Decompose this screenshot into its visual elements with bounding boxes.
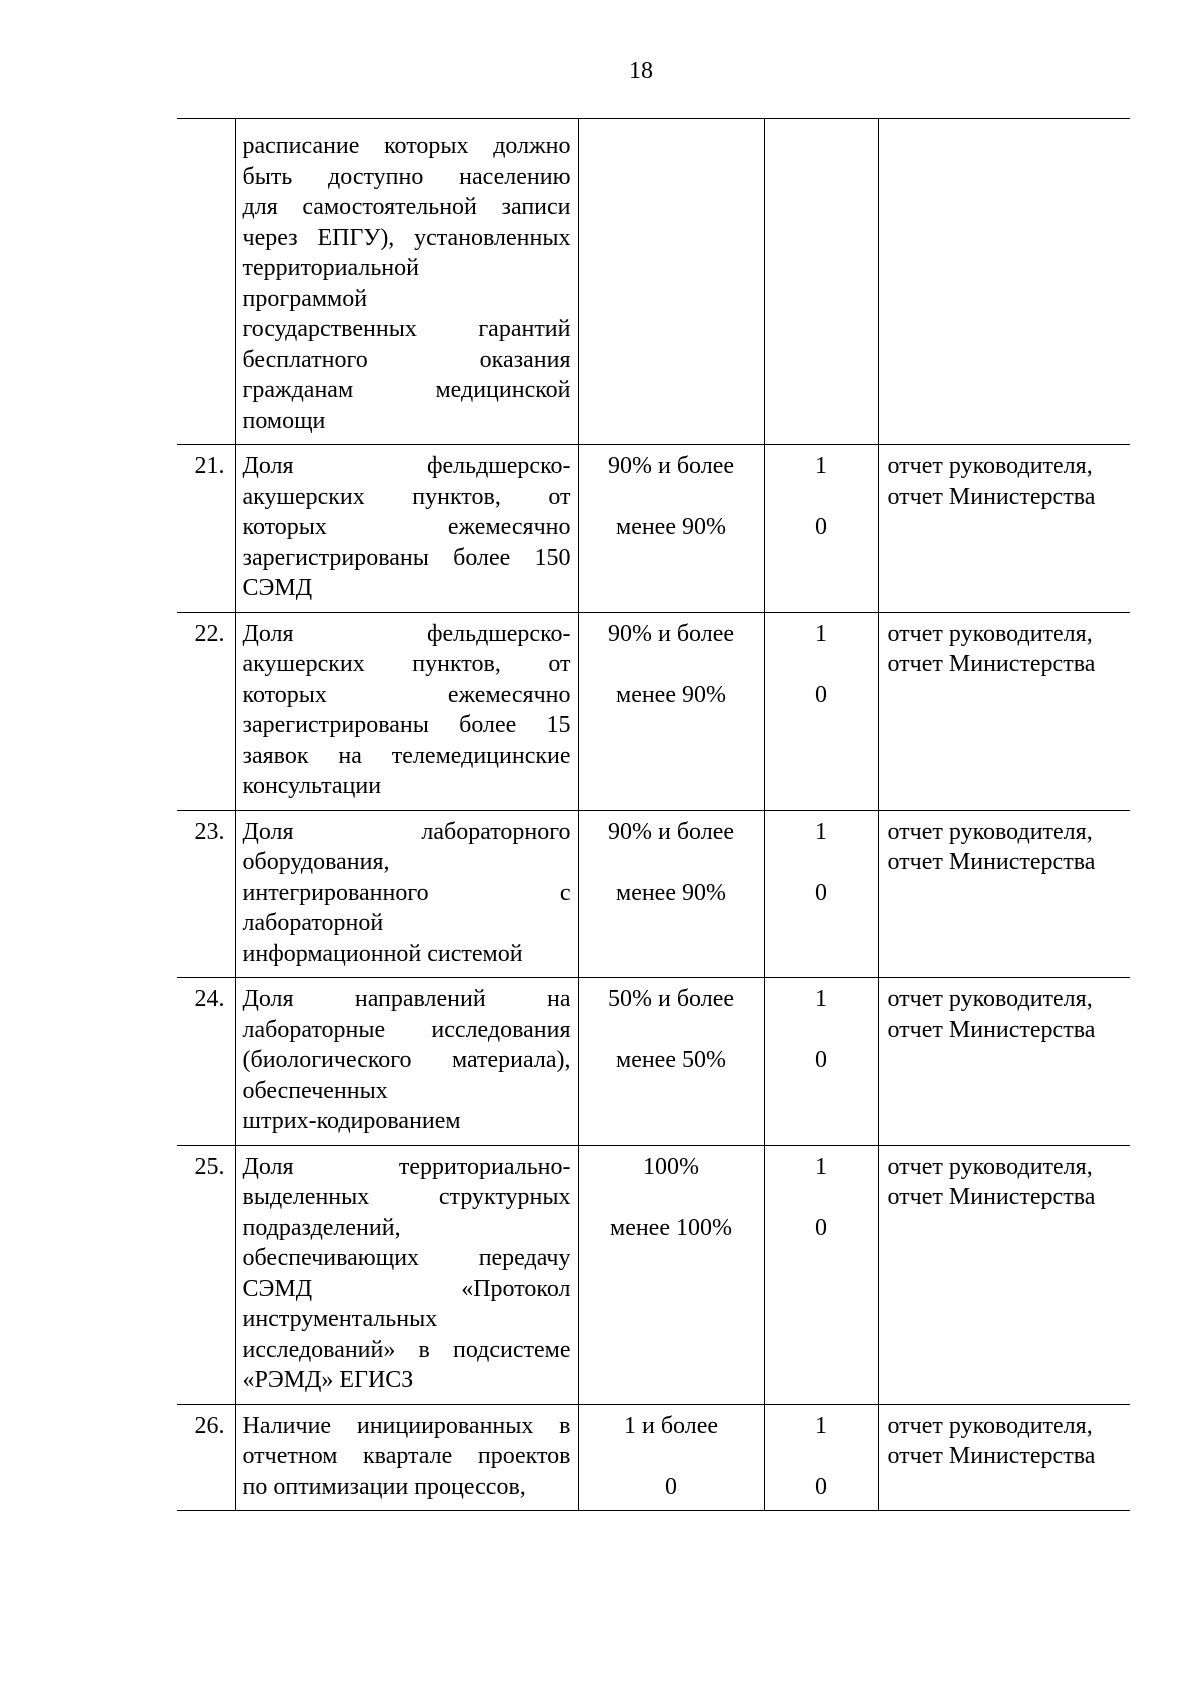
description-line: Доля лабораторного	[242, 818, 571, 845]
description-line: акушерских пунктов, от	[242, 651, 571, 677]
value-low: 0	[665, 1473, 677, 1500]
description-line: территориальной	[242, 255, 419, 281]
criterion-description	[235, 1404, 578, 1511]
row-number: 23.	[177, 810, 235, 978]
description-line: интегрированного с	[242, 879, 571, 906]
description-line: государственных гарантий	[242, 316, 571, 342]
criterion-score	[764, 119, 878, 445]
criterion-score	[764, 445, 878, 613]
source-line: отчет Министерства	[887, 651, 1096, 677]
value-low: менее 90%	[616, 879, 726, 906]
table-row	[177, 612, 1130, 810]
criterion-description	[235, 978, 578, 1146]
table-row	[177, 978, 1130, 1146]
value-low: менее 50%	[616, 1047, 726, 1073]
source-line: отчет Министерства	[887, 483, 1096, 510]
source-line: отчет руководителя,	[887, 1412, 1093, 1439]
description-line: исследований» в подсистеме	[242, 1336, 571, 1363]
criterion-value	[578, 612, 764, 810]
source-line: отчет Министерства	[887, 1184, 1096, 1210]
description-line: обеспеченных	[242, 1077, 388, 1104]
table-row	[177, 1145, 1130, 1404]
description-line: помощи	[242, 407, 326, 434]
score-high: 1	[815, 1153, 827, 1180]
criterion-value	[578, 119, 764, 445]
description-line: лабораторные исследования	[242, 1016, 571, 1043]
table-body	[177, 119, 1130, 1511]
source-line: отчет Министерства	[887, 849, 1096, 875]
criterion-score	[764, 810, 878, 978]
criterion-score	[764, 1404, 878, 1511]
value-high: 90% и более	[607, 453, 734, 479]
description-line: зарегистрированы более 150	[242, 544, 571, 571]
score-high: 1	[815, 986, 827, 1012]
value-high: 90% и более	[607, 818, 734, 845]
description-line: отчетном квартале проектов	[242, 1443, 571, 1469]
criterion-source	[878, 810, 1130, 978]
criterion-source	[878, 445, 1130, 613]
description-line: «РЭМД» ЕГИСЗ	[242, 1367, 414, 1393]
score-low: 0	[815, 1047, 827, 1073]
criterion-value	[578, 978, 764, 1146]
criterion-description	[235, 119, 578, 445]
criterion-source	[878, 119, 1130, 445]
page-number: 18	[629, 58, 653, 84]
criterion-description	[235, 810, 578, 978]
value-low: менее 100%	[610, 1214, 732, 1241]
description-line: акушерских пунктов, от	[242, 483, 571, 510]
description-line: (биологического материала),	[242, 1047, 571, 1073]
score-low: 0	[815, 681, 827, 708]
value-low: менее 90%	[616, 514, 726, 540]
description-line: по оптимизации процессов,	[242, 1473, 526, 1500]
criterion-source	[878, 612, 1130, 810]
description-line: которых ежемесячно	[242, 514, 571, 540]
score-high: 1	[815, 620, 827, 647]
description-line: СЭМД	[242, 575, 313, 601]
description-line: лабораторной	[242, 910, 384, 936]
row-number: 24.	[177, 978, 235, 1146]
description-line: гражданам медицинской	[242, 377, 571, 403]
source-line: отчет руководителя,	[887, 818, 1093, 845]
description-line: быть доступно населению	[242, 163, 571, 190]
criterion-value	[578, 1145, 764, 1404]
description-line: заявок на телемедицинские	[242, 742, 571, 769]
source-line: отчет руководителя,	[887, 620, 1093, 647]
row-number: 26.	[177, 1404, 235, 1511]
value-high: 1 и более	[623, 1412, 719, 1439]
row-number: 22.	[177, 612, 235, 810]
criterion-value	[578, 445, 764, 613]
description-line: которых ежемесячно	[242, 681, 571, 708]
criterion-description	[235, 1145, 578, 1404]
table-row	[177, 445, 1130, 613]
criterion-description	[235, 445, 578, 613]
criterion-value	[578, 1404, 764, 1511]
score-high: 1	[815, 1412, 827, 1439]
table-row	[177, 1404, 1130, 1511]
criterion-source	[878, 1404, 1130, 1511]
score-low: 0	[815, 879, 827, 906]
description-line: консультации	[242, 773, 382, 799]
description-line: Доля направлений на	[242, 986, 571, 1012]
description-line: подразделений,	[242, 1214, 401, 1241]
value-high: 90% и более	[607, 620, 734, 647]
description-line: Доля фельдшерско-	[242, 453, 571, 479]
description-line: Доля территориально-	[242, 1153, 571, 1180]
source-line: отчет Министерства	[887, 1443, 1096, 1469]
criterion-description	[235, 612, 578, 810]
row-number: 25.	[177, 1145, 235, 1404]
description-line: СЭМД «Протокол	[242, 1275, 571, 1302]
description-line: информационной системой	[242, 940, 523, 967]
criterion-source	[878, 1145, 1130, 1404]
description-line: программой	[242, 285, 368, 312]
criterion-score	[764, 612, 878, 810]
value-high: 100%	[643, 1153, 699, 1180]
description-line: для самостоятельной записи	[242, 194, 571, 220]
criterion-value	[578, 810, 764, 978]
description-line: Доля фельдшерско-	[242, 620, 571, 647]
criteria-table	[177, 118, 1130, 1511]
description-line: бесплатного оказания	[242, 346, 571, 373]
description-line: обеспечивающих передачу	[242, 1245, 571, 1271]
description-line: расписание которых должно	[242, 133, 571, 159]
criterion-source	[878, 978, 1130, 1146]
score-high: 1	[815, 818, 827, 845]
score-low: 0	[815, 1214, 827, 1241]
source-line: отчет руководителя,	[887, 986, 1093, 1012]
criterion-score	[764, 978, 878, 1146]
score-high: 1	[815, 453, 827, 479]
table-row	[177, 810, 1130, 978]
description-line: штрих-кодированием	[242, 1108, 461, 1134]
description-line: оборудования,	[242, 849, 390, 875]
row-number	[177, 119, 235, 445]
value-high: 50% и более	[607, 986, 734, 1012]
score-low: 0	[815, 514, 827, 540]
criterion-score	[764, 1145, 878, 1404]
description-line: зарегистрированы более 15	[242, 712, 571, 738]
value-low: менее 90%	[616, 681, 726, 708]
description-line: выделенных структурных	[242, 1184, 571, 1210]
source-line: отчет руководителя,	[887, 453, 1093, 479]
source-line: отчет Министерства	[887, 1016, 1096, 1043]
table-row	[177, 119, 1130, 445]
description-line: через ЕПГУ), установленных	[242, 224, 571, 251]
row-number: 21.	[177, 445, 235, 613]
source-line: отчет руководителя,	[887, 1153, 1093, 1180]
score-low: 0	[815, 1473, 827, 1500]
description-line: инструментальных	[242, 1306, 438, 1332]
description-line: Наличие инициированных в	[242, 1412, 571, 1439]
